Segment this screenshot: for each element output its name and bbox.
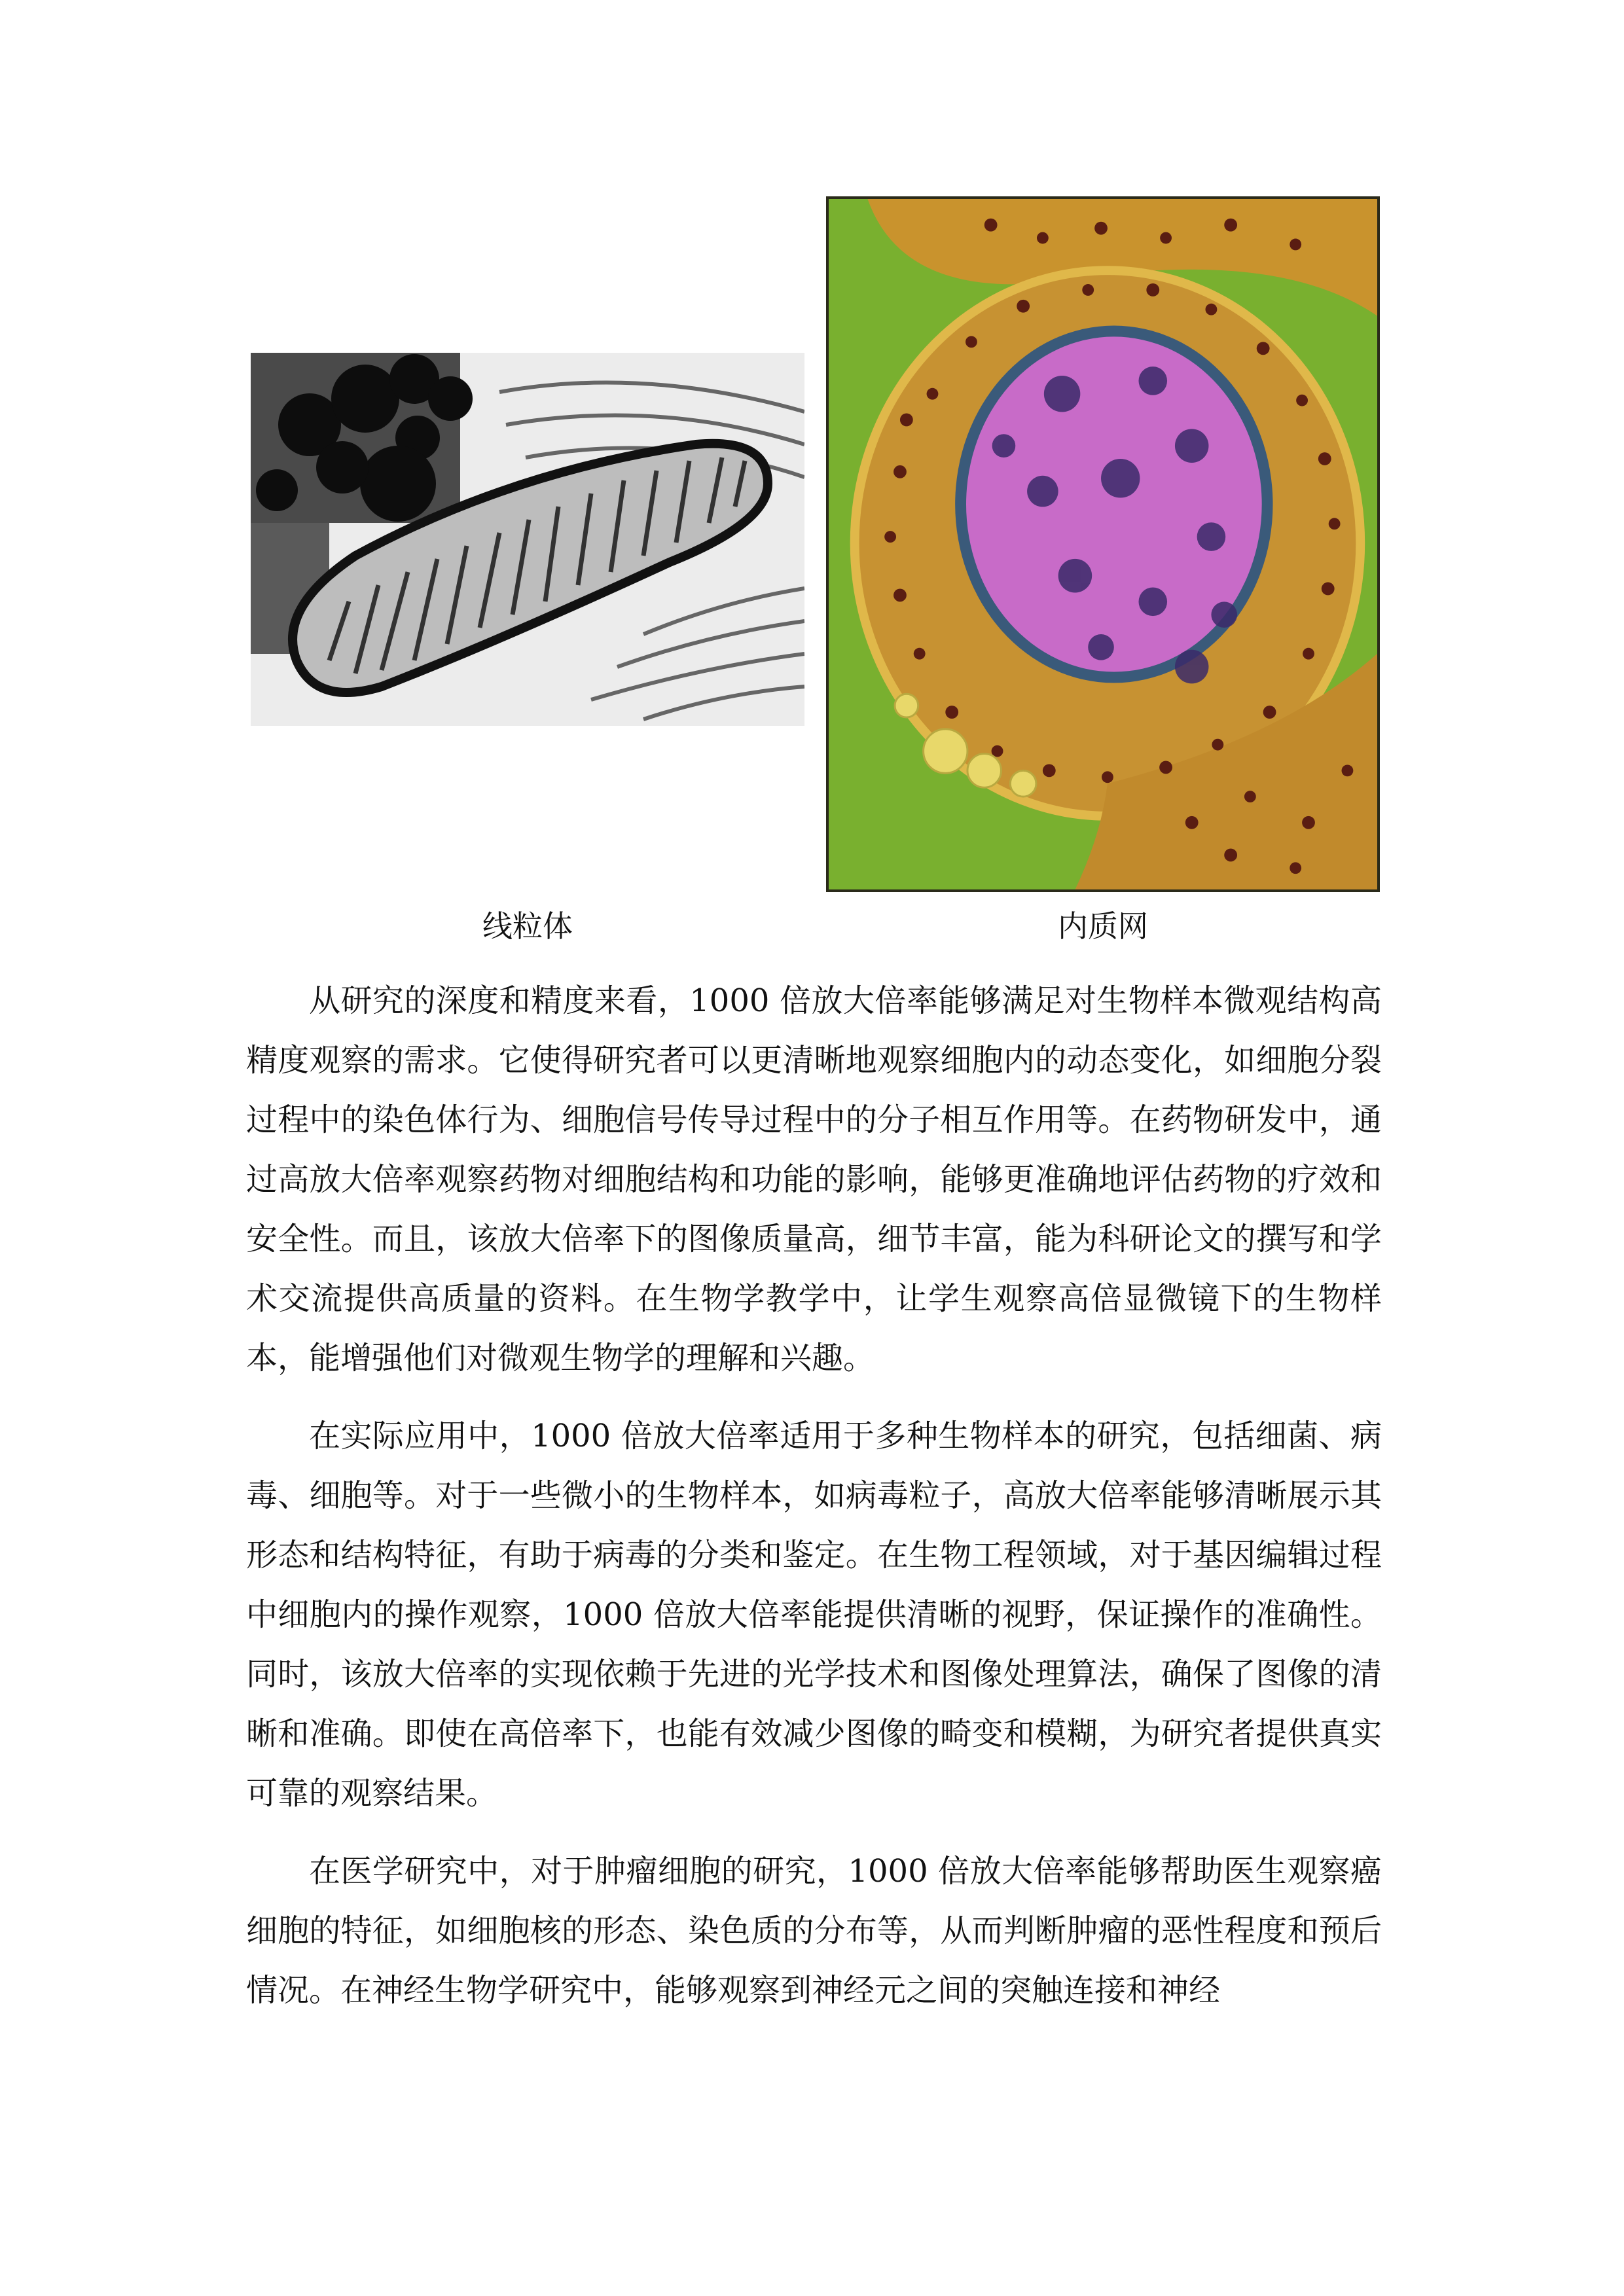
paragraph: 在医学研究中，对于肿瘤细胞的研究，1000 倍放大倍率能够帮助医生观察癌细胞的特征，如细胞核的形态、染色质的分布等，从而判断肿瘤的恶性程度和预后情况。在神经生物学研究中，能够观察到神经元之间的突触连接和神经 bbox=[246, 1853, 1382, 2009]
mitochondrion-micrograph-icon bbox=[251, 353, 804, 726]
endoplasmic-reticulum-image bbox=[826, 196, 1380, 892]
mitochondrion-image bbox=[251, 353, 804, 726]
body-text bbox=[246, 971, 1382, 2039]
endoplasmic-reticulum-micrograph-icon bbox=[829, 199, 1377, 889]
figure-caption-mitochondrion: 线粒体 bbox=[482, 908, 573, 944]
paragraph: 从研究的深度和精度来看，1000 倍放大倍率能够满足对生物样本微观结构高精度观察的需求。它使得研究者可以更清晰地观察细胞内的动态变化，如细胞分裂过程中的染色体行为、细胞信号传导过程中的分子相互作用等。在药物研发中，通过高放大倍率观察药物对细胞结构和功能的影响，能够更准确地评估药物的疗效和安全性。而且，该放大倍率下的图像质量高，细节丰富，能为科研论文的撰写和学术交流提供高质量的资料。在生物学教学中，让学生观察高倍显微镜下的生物样本，能增强他们对微观生物学的理解和兴趣。 bbox=[246, 982, 1382, 1376]
paragraph: 在实际应用中，1000 倍放大倍率适用于多种生物样本的研究，包括细菌、病毒、细胞等。对于一些微小的生物样本，如病毒粒子，高放大倍率能够清晰展示其形态和结构特征，有助于病毒的分类和鉴定。在生物工程领域，对于基因编辑过程中细胞内的操作观察，1000 倍放大倍率能提供清晰的视野，保证操作的准确性。同时，该放大倍率的实现依赖于先进的光学技术和图像处理算法，确保了图像的清晰和准确。即使在高倍率下，也能有效减少图像的畸变和模糊，为研究者提供真实可靠的观察结果。 bbox=[246, 1418, 1382, 1812]
figure-caption-er: 内质网 bbox=[1058, 908, 1148, 944]
